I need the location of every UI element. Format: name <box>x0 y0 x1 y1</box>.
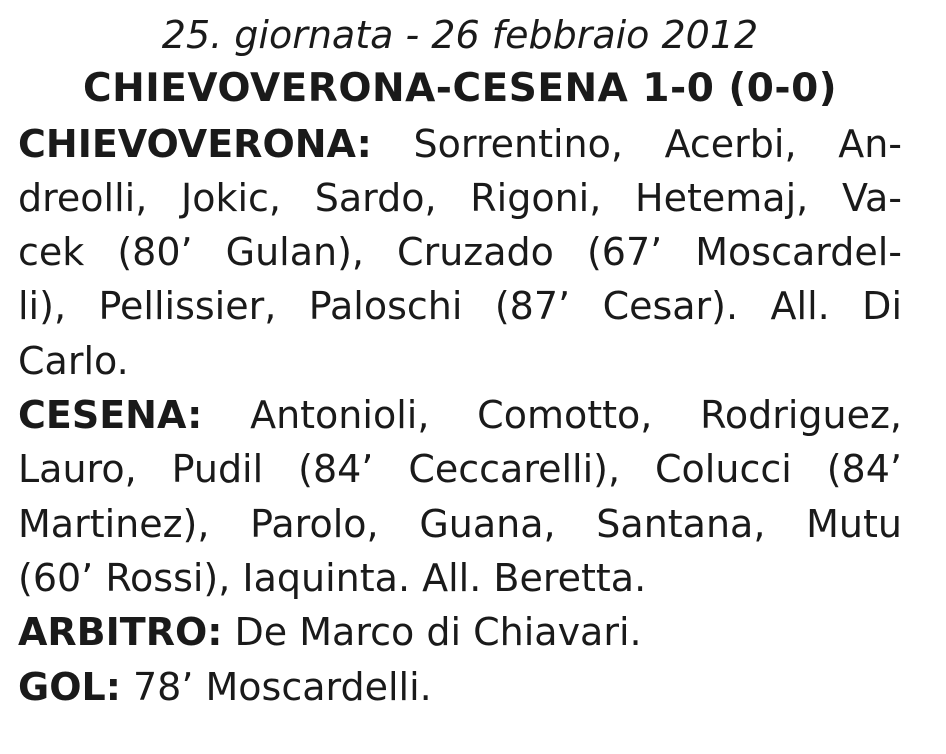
lineup-line <box>18 117 902 171</box>
lineup-line: dreolli, Jokic, Sardo, Rigoni, Hetemaj, Va- <box>18 175 902 220</box>
referee-label: ARBITRO: <box>18 610 223 655</box>
lineup-line: cek (80’ Gulan), Cruzado (67’ Moscardel- <box>18 230 902 275</box>
team-lineup-cesena <box>18 388 902 605</box>
lineup-line: Martinez), Parolo, Guana, Santana, Mutu <box>18 501 902 546</box>
lineup-line: Lauro, Pudil (84’ Ceccarelli), Colucci (84’ <box>18 447 902 492</box>
goals-label: GOL: <box>18 664 121 709</box>
referee-line <box>18 605 902 659</box>
team-lineup-chievoverona <box>18 117 902 388</box>
team-label: CHIEVOVERONA: <box>18 121 372 166</box>
goals-value: 78’ Moscardelli. <box>120 664 432 709</box>
round-date-heading: 25. giornata - 26 febbraio 2012 <box>161 13 759 57</box>
goals-line <box>18 660 902 714</box>
match-report <box>18 8 902 714</box>
match-result-heading: CHIEVOVERONA-CESENA 1-0 (0-0) <box>82 66 838 112</box>
lineup-text: Antonioli, Comotto, Rodriguez, <box>202 393 902 438</box>
referee-value: De Marco di Chiavari. <box>222 610 642 655</box>
lineup-line: Carlo. <box>18 338 129 383</box>
lineup-text: Sorrentino, Acerbi, An- <box>371 121 902 166</box>
lineup-line: (60’ Rossi), Iaquinta. All. Beretta. <box>18 555 647 600</box>
lineup-line <box>18 388 902 442</box>
team-label: CESENA: <box>18 393 203 438</box>
lineup-line: li), Pellissier, Paloschi (87’ Cesar). All. Di <box>18 284 902 329</box>
